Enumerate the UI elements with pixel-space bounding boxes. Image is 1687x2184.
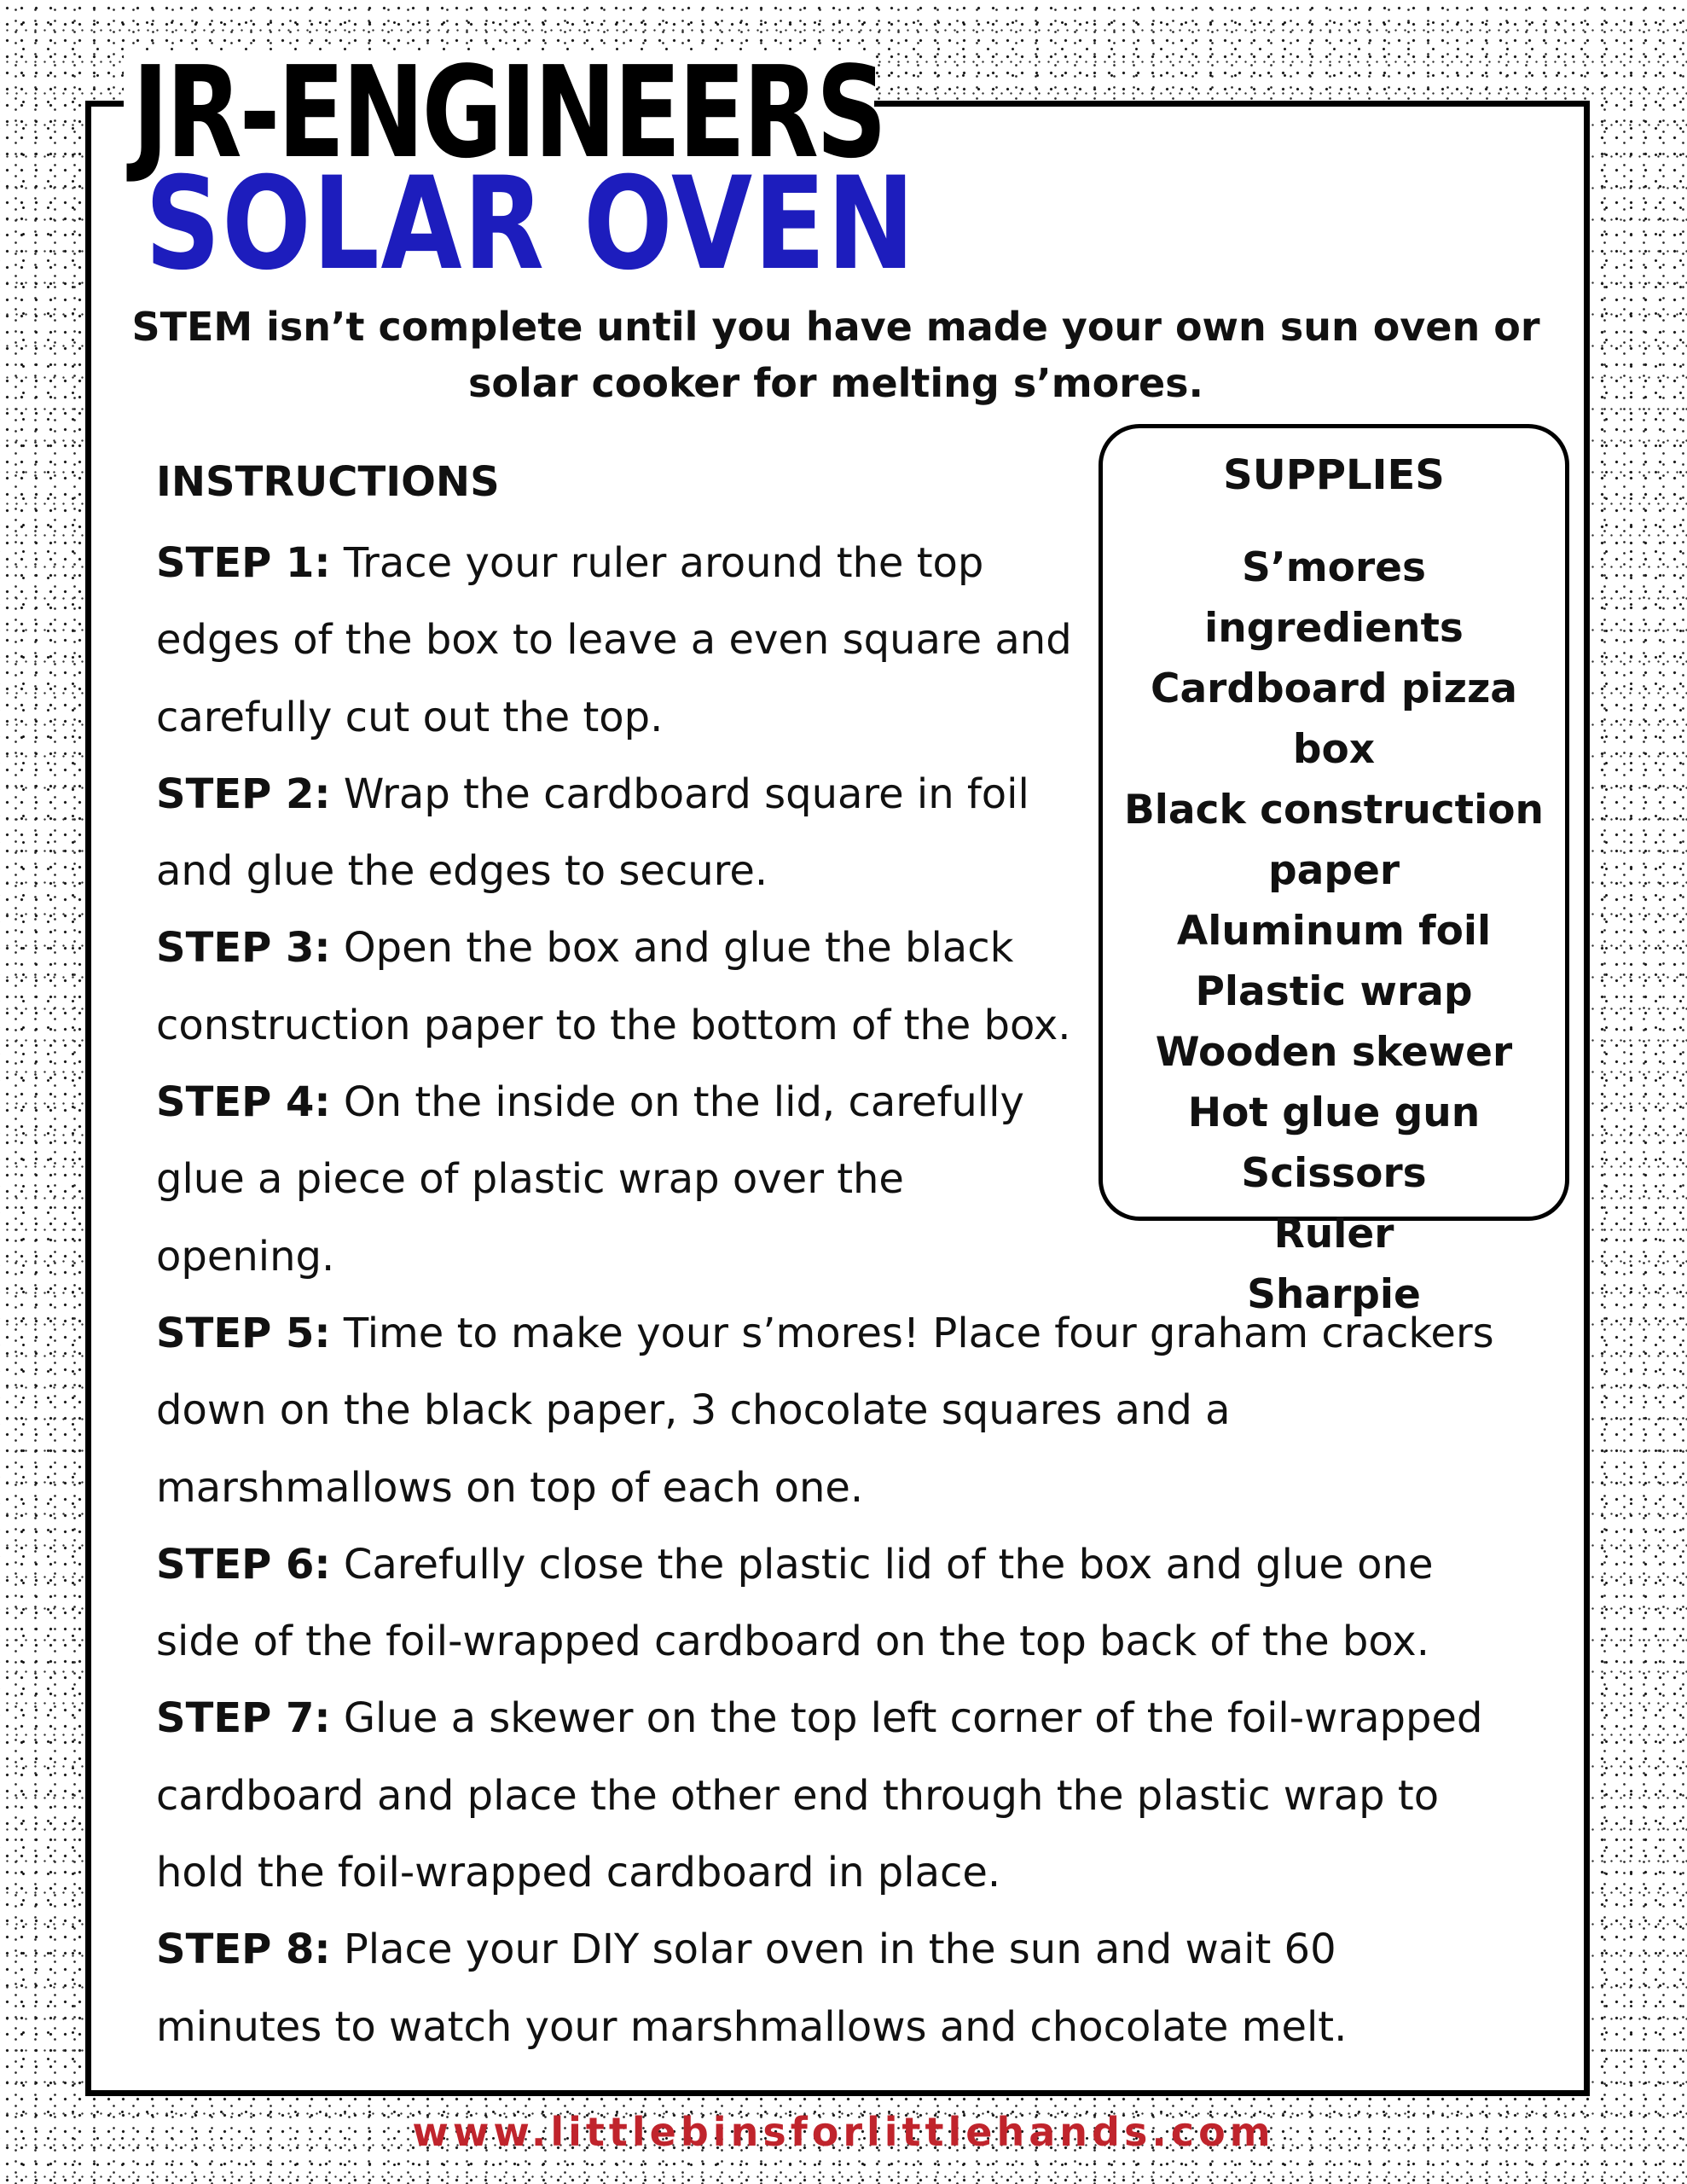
instructions-heading: INSTRUCTIONS bbox=[156, 458, 500, 506]
step-1 bbox=[156, 525, 1086, 756]
step-text: Time to make your s’mores! Place four graham crackers down on the black paper, 3 chocolate squares and a marshmallows on top of each one. bbox=[156, 1309, 1494, 1512]
step-2 bbox=[156, 756, 1086, 910]
step-text: Carefully close the plastic lid of the box and glue one side of the foil-wrapped cardboard on the top back of the box. bbox=[156, 1540, 1434, 1666]
supply-item: Hot glue gun bbox=[1187, 1089, 1481, 1136]
step-6 bbox=[156, 1526, 1504, 1681]
supplies-list bbox=[1103, 537, 1565, 1325]
step-text: Glue a skewer on the top left corner of the foil-wrapped cardboard and place the other end through the plastic wrap to hold the foil-wrapped cardboard in place. bbox=[156, 1694, 1483, 1897]
step-label: STEP 8: bbox=[156, 1926, 331, 1974]
title-solar-oven: SOLAR OVEN bbox=[145, 150, 917, 299]
supply-item: Black construction paper bbox=[1123, 787, 1544, 894]
step-label: STEP 4: bbox=[156, 1078, 331, 1127]
step-label: STEP 6: bbox=[156, 1540, 331, 1589]
supply-item: S’mores ingredients bbox=[1204, 544, 1464, 652]
step-5 bbox=[156, 1295, 1504, 1526]
step-8 bbox=[156, 1911, 1504, 2065]
supplies-box bbox=[1099, 424, 1569, 1318]
supply-item: Cardboard pizza box bbox=[1150, 665, 1518, 773]
supplies-heading: SUPPLIES bbox=[1223, 451, 1445, 499]
step-text: Open the box and glue the black construction paper to the bottom of the box. bbox=[156, 924, 1071, 1049]
step-label: STEP 5: bbox=[156, 1309, 331, 1357]
intro-text: STEM isn’t complete until you have made your own sun oven or solar cooker for melting s’mores. bbox=[131, 304, 1540, 406]
supply-item: Plastic wrap bbox=[1195, 968, 1473, 1015]
step-label: STEP 3: bbox=[156, 924, 331, 973]
supply-item: Ruler bbox=[1273, 1211, 1394, 1258]
title-jr-engineers: JR-ENGINEERS bbox=[132, 39, 884, 186]
step-label: STEP 1: bbox=[156, 539, 331, 587]
step-3 bbox=[156, 909, 1086, 1064]
step-7 bbox=[156, 1680, 1504, 1911]
website-link[interactable]: www.littlebinsforlittlehands.com bbox=[412, 2109, 1275, 2155]
step-text: Wrap the cardboard square in foil and glue the edges to secure. bbox=[156, 770, 1029, 896]
supply-item: Scissors bbox=[1241, 1150, 1427, 1197]
supply-item: Aluminum foil bbox=[1176, 908, 1492, 955]
supply-item: Wooden skewer bbox=[1155, 1029, 1513, 1076]
step-label: STEP 7: bbox=[156, 1694, 331, 1743]
step-text: Place your DIY solar oven in the sun and wait 60 minutes to watch your marshmallows and chocolate melt. bbox=[156, 1926, 1348, 2051]
supply-item: Sharpie bbox=[1247, 1271, 1421, 1318]
step-label: STEP 2: bbox=[156, 770, 331, 818]
step-text: On the inside on the lid, carefully glue a piece of plastic wrap over the opening. bbox=[156, 1078, 1024, 1281]
step-text: Trace your ruler around the top edges of the box to leave a even square and carefully cut out the top. bbox=[156, 539, 1072, 741]
step-4 bbox=[156, 1064, 1086, 1295]
